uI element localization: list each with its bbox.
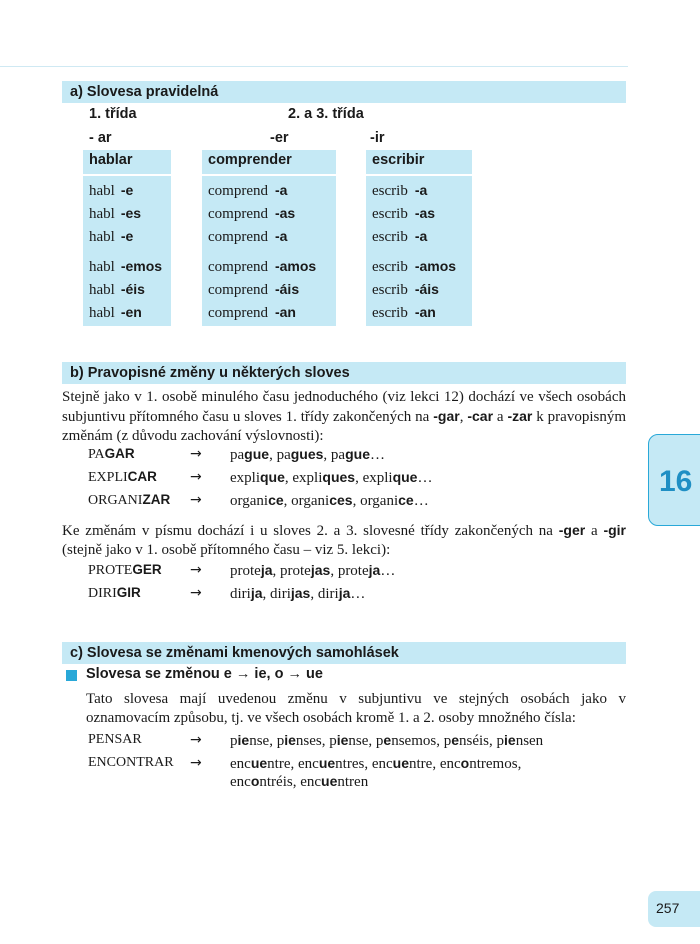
conjugation-table-escribir bbox=[366, 150, 472, 326]
arrow-icon: → bbox=[190, 562, 202, 578]
table-row: escrib -a bbox=[372, 228, 428, 245]
header-divider bbox=[202, 174, 336, 176]
table-row: escrib -as bbox=[372, 205, 436, 222]
table-row: habl -e bbox=[89, 228, 134, 245]
table-header: comprender bbox=[208, 152, 292, 168]
table-row: habl -éis bbox=[89, 281, 145, 298]
example-forms-encontrar-line1: encuentre, encuentres, encuentre, encontremos, bbox=[230, 755, 522, 772]
example-verb-dirigir: DIRIGIR bbox=[88, 585, 141, 601]
example-verb-pagar: PAGAR bbox=[88, 446, 135, 462]
page-number: 257 bbox=[656, 900, 680, 916]
arrow-icon: → bbox=[190, 585, 202, 601]
table-row: habl -es bbox=[89, 205, 142, 222]
example-forms-pagar: pague, pagues, pague… bbox=[230, 446, 385, 463]
conjugation-table-hablar bbox=[83, 150, 171, 326]
example-forms-explicar: explique, expliques, explique… bbox=[230, 469, 433, 486]
table-row: comprend -a bbox=[208, 228, 288, 245]
section-b-paragraph-2: Ke změnám v písmu dochází i u sloves 2. a 3. slovesné třídy zakončených na -ger a -gir (stejně jako v 1. osobě přítomného času – viz 5. lekci): bbox=[62, 522, 626, 558]
section-b-paragraph-1: Stejně jako v 1. osobě minulého času jednoduchého (viz lekci 12) dochází ve všech osobách subjuntivu přítomného času u sloves 1. třídy zakončených na -gar, -car a -zar k pravopisným změnám (z důvodu zachování výslovnosti): bbox=[62, 389, 627, 444]
arrow-icon: → bbox=[190, 492, 202, 508]
table-row: comprend -an bbox=[208, 304, 296, 321]
class23-heading: 2. a 3. třída bbox=[288, 106, 364, 122]
arrow-icon: → bbox=[190, 446, 202, 462]
table-header: hablar bbox=[89, 152, 133, 168]
table-row: habl -en bbox=[89, 304, 142, 321]
section-b-title: b) Pravopisné změny u některých sloves bbox=[62, 362, 626, 384]
table-row: comprend -a bbox=[208, 182, 288, 199]
section-c-title: c) Slovesa se změnami kmenových samohlásek bbox=[62, 642, 626, 664]
top-rule bbox=[0, 66, 628, 67]
suffix-er: -er bbox=[270, 130, 289, 146]
example-verb-organizar: ORGANIZAR bbox=[88, 492, 171, 508]
table-row: comprend -amos bbox=[208, 258, 317, 275]
example-verb-pensar: PENSAR bbox=[88, 732, 142, 747]
table-row: escrib -an bbox=[372, 304, 436, 321]
header-divider bbox=[83, 174, 171, 176]
table-row: escrib -amos bbox=[372, 258, 457, 275]
table-row: comprend -áis bbox=[208, 281, 300, 298]
arrow-icon: → bbox=[190, 755, 202, 771]
table-row: comprend -as bbox=[208, 205, 296, 222]
chapter-badge bbox=[648, 434, 700, 526]
table-row: escrib -áis bbox=[372, 281, 439, 298]
suffix-ir: -ir bbox=[370, 130, 385, 146]
table-row: habl -emos bbox=[89, 258, 163, 275]
suffix-ar: - ar bbox=[89, 130, 112, 146]
class1-heading: 1. třída bbox=[89, 106, 137, 122]
header-divider bbox=[366, 174, 472, 176]
section-c-paragraph: Tato slovesa mají uvedenou změnu v subjuntivu ve stejných osobách jako v oznamovacím způsobu, tj. ve všech osobách kromě 1. a 2. osoby množného čísla: bbox=[86, 691, 626, 726]
arrow-icon: → bbox=[190, 469, 202, 485]
example-verb-explicar: EXPLICAR bbox=[88, 469, 157, 485]
chapter-number: 16 bbox=[659, 465, 693, 498]
example-verb-encontrar: ENCONTRAR bbox=[88, 755, 174, 770]
page-number-box bbox=[648, 891, 700, 927]
example-forms-proteger: proteja, protejas, proteja… bbox=[230, 562, 396, 579]
example-forms-pensar: piense, pienses, piense, pensemos, penséis, piensen bbox=[230, 732, 544, 749]
table-header: escribir bbox=[372, 152, 425, 168]
section-a-title: a) Slovesa pravidelná bbox=[62, 81, 626, 103]
arrow-icon: → bbox=[190, 732, 202, 748]
conjugation-table-comprender bbox=[202, 150, 336, 326]
example-verb-proteger: PROTEGER bbox=[88, 562, 162, 578]
table-row: escrib -a bbox=[372, 182, 428, 199]
section-c-subtitle: Slovesa se změnou e → ie, o → ue bbox=[86, 666, 323, 682]
example-forms-dirigir: dirija, dirijas, dirija… bbox=[230, 585, 366, 602]
bullet-square-icon bbox=[66, 670, 77, 681]
example-forms-organizar: organice, organices, organice… bbox=[230, 492, 429, 509]
example-forms-encontrar-line2: encontréis, encuentren bbox=[230, 773, 369, 790]
table-row: habl -e bbox=[89, 182, 134, 199]
